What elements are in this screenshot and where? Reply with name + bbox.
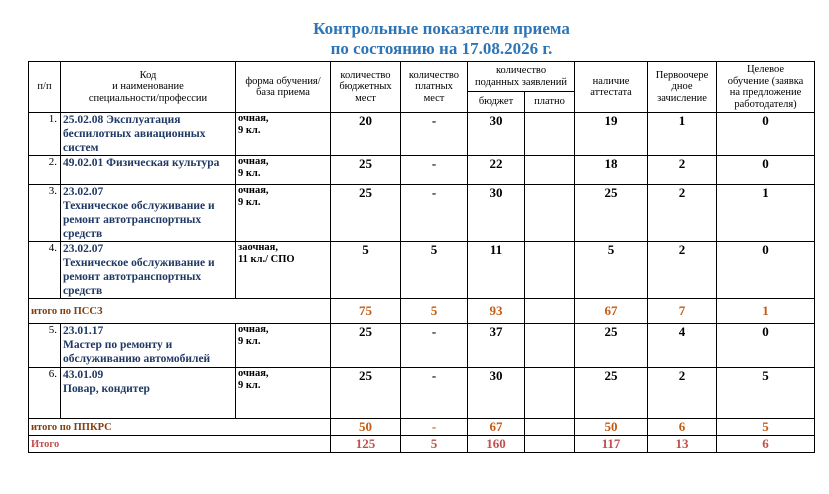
row-target: 0 — [717, 324, 815, 368]
total-label: Итого — [29, 436, 331, 453]
subtotal-row-ppkrs — [29, 419, 815, 436]
subtotal-priority: 6 — [648, 419, 717, 436]
row-cert: 25 — [575, 324, 648, 368]
row-cert: 25 — [575, 185, 648, 242]
row-num: 6. — [29, 368, 61, 419]
row-app-paid — [525, 368, 575, 419]
row-budget: 20 — [331, 113, 401, 156]
row-paid: - — [401, 156, 468, 185]
row-target: 0 — [717, 156, 815, 185]
subtotal-paid: 5 — [401, 299, 468, 324]
total-budget: 125 — [331, 436, 401, 453]
row-app-paid — [525, 185, 575, 242]
header-form: форма обучения/ база приема — [236, 62, 331, 113]
row-budget: 25 — [331, 324, 401, 368]
row-program: 49.02.01 Физическая культура — [61, 156, 236, 185]
row-num: 3. — [29, 185, 61, 242]
row-app-paid — [525, 113, 575, 156]
row-paid: - — [401, 185, 468, 242]
row-priority: 2 — [648, 185, 717, 242]
header-code: Код и наименование специальности/профессии — [61, 62, 236, 113]
table-row — [29, 242, 815, 299]
row-cert: 5 — [575, 242, 648, 299]
page-subtitle: по состоянию на 17.08.2026 г. — [330, 39, 553, 58]
subtotal-app-paid — [525, 419, 575, 436]
subtotal-row-pssz — [29, 299, 815, 324]
subtotal-paid: - — [401, 419, 468, 436]
row-target: 0 — [717, 113, 815, 156]
header-paid-places: количество платных мест — [401, 62, 468, 113]
subtotal-cert: 67 — [575, 299, 648, 324]
subtotal-target: 1 — [717, 299, 815, 324]
header-app-budget: бюджет — [468, 92, 525, 113]
total-app-budget: 160 — [468, 436, 525, 453]
table-row — [29, 368, 815, 419]
row-form: очная, 9 кл. — [236, 324, 331, 368]
row-app-paid — [525, 242, 575, 299]
row-program: 23.01.17 Мастер по ремонту и обслуживанию автомобилей — [61, 324, 236, 368]
total-cert: 117 — [575, 436, 648, 453]
total-priority: 13 — [648, 436, 717, 453]
row-app-budget: 37 — [468, 324, 525, 368]
subtotal-budget: 75 — [331, 299, 401, 324]
subtotal-priority: 7 — [648, 299, 717, 324]
row-paid: - — [401, 113, 468, 156]
row-app-budget: 30 — [468, 113, 525, 156]
row-target: 5 — [717, 368, 815, 419]
row-paid: - — [401, 368, 468, 419]
row-budget: 5 — [331, 242, 401, 299]
row-app-budget: 22 — [468, 156, 525, 185]
row-priority: 2 — [648, 368, 717, 419]
total-app-paid — [525, 436, 575, 453]
row-app-budget: 30 — [468, 368, 525, 419]
row-num: 5. — [29, 324, 61, 368]
header-app-paid: платно — [525, 92, 575, 113]
row-cert: 25 — [575, 368, 648, 419]
row-form: очная, 9 кл. — [236, 185, 331, 242]
header-row — [29, 62, 815, 92]
row-target: 1 — [717, 185, 815, 242]
header-target: Целевое обучение (заявка на предложение работодателя) — [717, 62, 815, 113]
row-cert: 18 — [575, 156, 648, 185]
total-target: 6 — [717, 436, 815, 453]
row-budget: 25 — [331, 156, 401, 185]
table-row — [29, 113, 815, 156]
subtotal-label: итого по ПССЗ — [29, 299, 331, 324]
table-row — [29, 185, 815, 242]
row-app-budget: 30 — [468, 185, 525, 242]
subtotal-app-budget: 67 — [468, 419, 525, 436]
row-form: очная, 9 кл. — [236, 368, 331, 419]
row-priority: 2 — [648, 242, 717, 299]
page-title: Контрольные показатели приема — [313, 19, 570, 38]
row-num: 1. — [29, 113, 61, 156]
table-row — [29, 156, 815, 185]
row-paid: 5 — [401, 242, 468, 299]
subtotal-app-paid — [525, 299, 575, 324]
row-priority: 2 — [648, 156, 717, 185]
row-form: очная, 9 кл. — [236, 156, 331, 185]
row-cert: 19 — [575, 113, 648, 156]
row-form: заочная, 11 кл./ СПО — [236, 242, 331, 299]
row-paid: - — [401, 324, 468, 368]
row-priority: 1 — [648, 113, 717, 156]
header-priority: Первоочере дное зачисление — [648, 62, 717, 113]
header-num: п/п — [29, 62, 61, 113]
row-priority: 4 — [648, 324, 717, 368]
subtotal-label: итого по ППКРС — [29, 419, 331, 436]
row-program: 43.01.09 Повар, кондитер — [61, 368, 236, 419]
row-budget: 25 — [331, 185, 401, 242]
table-row — [29, 324, 815, 368]
row-num: 2. — [29, 156, 61, 185]
header-certificate: наличие аттестата — [575, 62, 648, 113]
row-num: 4. — [29, 242, 61, 299]
header-budget-places: количество бюджетных мест — [331, 62, 401, 113]
subtotal-budget: 50 — [331, 419, 401, 436]
subtotal-target: 5 — [717, 419, 815, 436]
subtotal-cert: 50 — [575, 419, 648, 436]
row-target: 0 — [717, 242, 815, 299]
row-form: очная, 9 кл. — [236, 113, 331, 156]
subtotal-app-budget: 93 — [468, 299, 525, 324]
row-budget: 25 — [331, 368, 401, 419]
total-paid: 5 — [401, 436, 468, 453]
row-program: 25.02.08 Эксплуатация беспилотных авиационных систем — [61, 113, 236, 156]
row-app-paid — [525, 324, 575, 368]
header-applications: количество поданных заявлений — [468, 62, 575, 92]
row-app-budget: 11 — [468, 242, 525, 299]
total-row — [29, 436, 815, 453]
row-app-paid — [525, 156, 575, 185]
admission-table — [28, 61, 815, 453]
row-program: 23.02.07 Техническое обслуживание и ремонт автотранспортных средств — [61, 185, 236, 242]
row-program: 23.02.07 Техническое обслуживание и ремонт автотранспортных средств — [61, 242, 236, 299]
